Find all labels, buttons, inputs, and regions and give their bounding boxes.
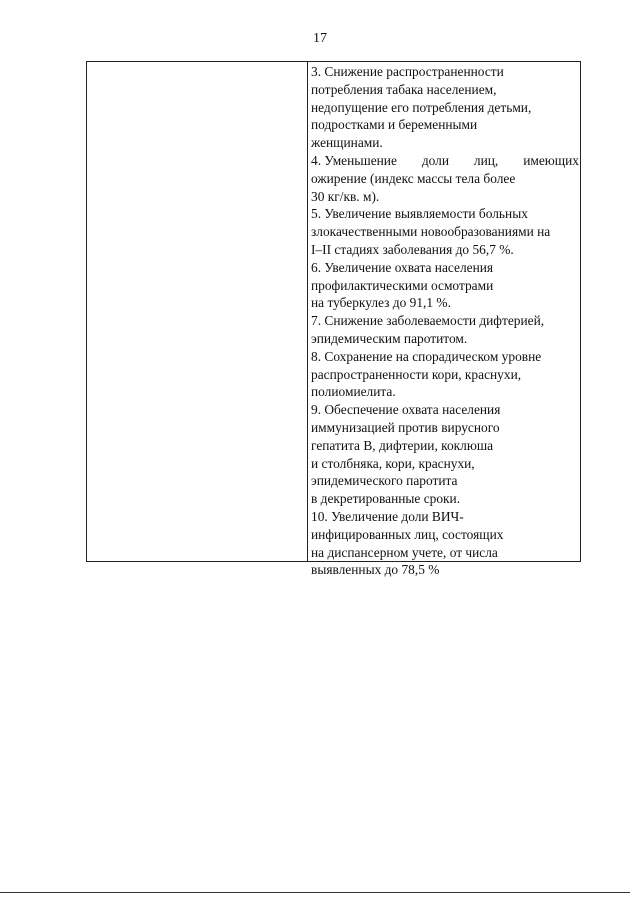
- text-line: на диспансерном учете, от числа: [311, 544, 498, 560]
- justified-word: лиц,: [473, 152, 499, 168]
- text-line: инфицированных лиц, состоящих: [311, 526, 504, 542]
- text-line: полиомиелита.: [311, 384, 396, 400]
- justified-word: 4. Уменьшение: [311, 152, 397, 168]
- text-line: 5. Увеличение выявляемости больных: [311, 206, 528, 222]
- bottom-scan-edge: [0, 892, 630, 893]
- text-line: эпидемическим паротитом.: [311, 330, 468, 346]
- text-line: и столбняка, кори, краснухи,: [311, 455, 475, 471]
- text-line: потребления табака населением,: [311, 81, 497, 97]
- text-line: гепатита В, дифтерии, коклюша: [311, 437, 494, 453]
- text-line: 7. Снижение заболеваемости дифтерией,: [311, 313, 545, 329]
- text-line: 8. Сохранение на спорадическом уровне: [311, 348, 542, 364]
- text-line: в декретированные сроки.: [311, 491, 461, 507]
- document-table: [86, 61, 581, 578]
- text-line: 6. Увеличение охвата населения: [311, 259, 494, 275]
- text-line: эпидемического паротита: [311, 473, 458, 489]
- justified-word: доли: [421, 152, 450, 168]
- text-line: подростками и беременными: [311, 117, 478, 133]
- text-line: 30 кг/кв. м).: [311, 188, 380, 204]
- table-left-cell: [87, 62, 307, 561]
- text-line: злокачественными новообразованиями на: [311, 224, 551, 240]
- text-line: иммунизацией против вирусного: [311, 419, 500, 435]
- text-line: профилактическими осмотрами: [311, 277, 494, 293]
- table-right-cell: [311, 63, 579, 579]
- column-divider: [307, 62, 308, 561]
- text-line-justified: [311, 152, 579, 170]
- text-line: выявленных до 78,5 %: [311, 562, 440, 578]
- text-line: на туберкулез до 91,1 %.: [311, 295, 451, 311]
- text-line: I–II стадиях заболевания до 56,7 %.: [311, 241, 514, 257]
- justified-word: имеющих: [523, 152, 579, 168]
- text-line: 10. Увеличение доли ВИЧ-: [311, 508, 464, 524]
- text-line: недопущение его потребления детьми,: [311, 99, 532, 115]
- text-line: ожирение (индекс массы тела более: [311, 170, 516, 186]
- text-line: женщинами.: [311, 135, 383, 151]
- text-line: 9. Обеспечение охвата населения: [311, 402, 501, 418]
- page-number: 17: [313, 31, 327, 46]
- text-line: 3. Снижение распространенности: [311, 64, 504, 79]
- text-line: распространенности кори, краснухи,: [311, 366, 522, 382]
